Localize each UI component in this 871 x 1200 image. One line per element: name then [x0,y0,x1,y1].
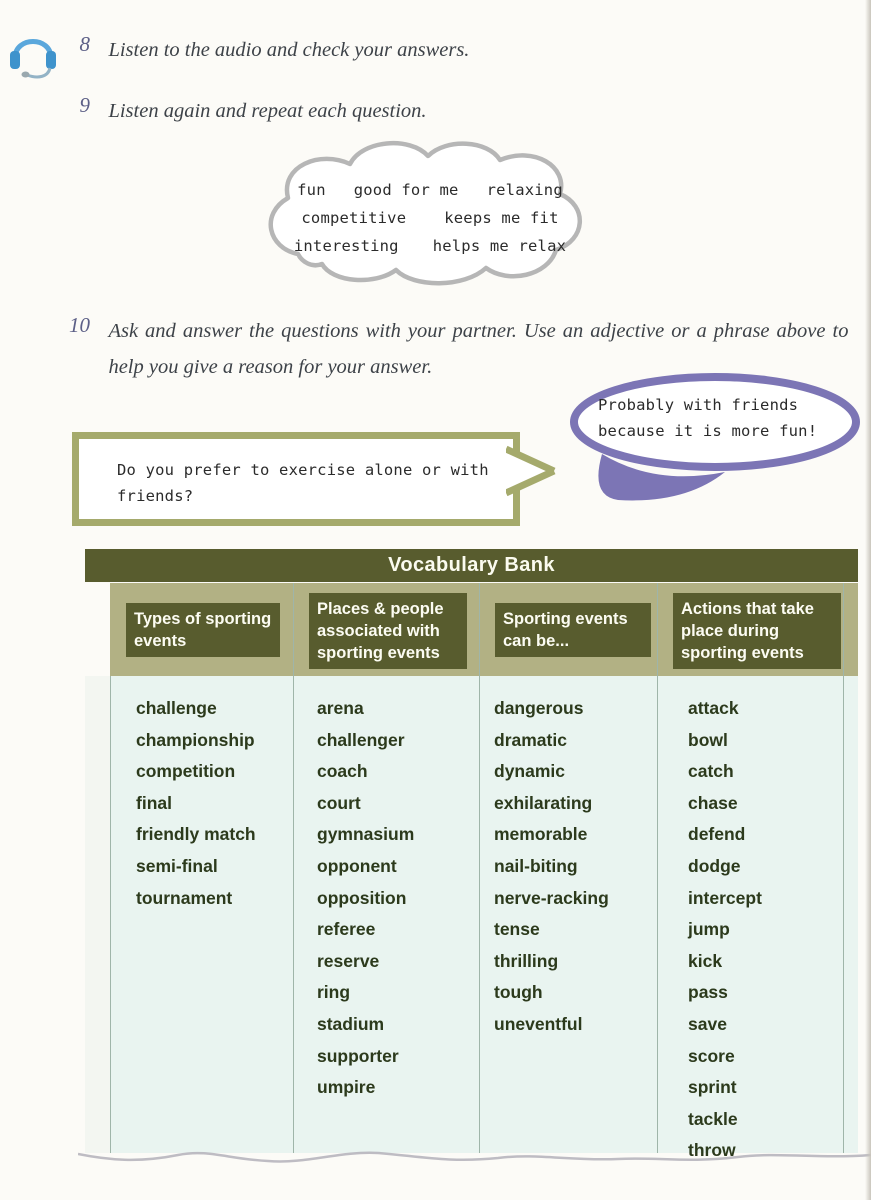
exercise-number: 9 [79,93,90,117]
cloud-word: helps me relax [432,237,567,255]
column-divider [843,583,844,1153]
word-list-places-people [317,693,414,1104]
vocab-word: memorable [494,824,588,845]
cloud-line-2 [278,209,582,227]
vocab-word: nail-biting [494,855,578,876]
vocab-word: kick [688,950,723,971]
vocab-word: final [136,792,172,813]
exercise-8 [58,32,469,68]
exercise-instruction: Listen to the audio and check your answers. [108,39,470,61]
question-speech-box [72,432,520,526]
headphones-icon [8,26,58,82]
vocab-word: tense [494,919,540,940]
vocab-word: dodge [688,855,741,876]
page-scan-edge [865,0,871,1200]
vocab-word: bowl [688,729,728,750]
answer-text: Probably with friends because it is more fun! [598,396,818,440]
vocab-word: friendly match [136,824,256,845]
exercise-number: 10 [69,313,90,337]
word-list-types [136,693,256,914]
vocab-word: challenger [317,729,405,750]
exercise-instruction: Ask and answer the questions with your partner. Use an adjective or a phrase above to help you give a reason for your answer. [108,320,849,378]
vocab-word: ring [317,982,351,1003]
vocab-word: chase [688,792,738,813]
vocab-word: opponent [317,855,397,876]
vocab-word: save [688,1013,727,1034]
vocab-word: intercept [688,887,762,908]
cloud-word: fun [297,181,326,199]
vocab-word: opposition [317,887,407,908]
vocab-word: coach [317,761,368,782]
vocabulary-bank-title: Vocabulary Bank [85,549,858,582]
vocab-word: catch [688,761,734,782]
question-box-pointer [506,444,564,498]
exercise-9 [58,93,427,129]
vocab-word: tough [494,982,543,1003]
vocab-word: attack [688,698,739,718]
vocab-word: competition [136,761,236,782]
vocabulary-bank [85,549,858,1161]
column-divider [110,676,111,1153]
column-divider [657,583,658,1153]
column-divider [479,583,480,1153]
vocab-word: court [317,792,361,813]
cloud-word: interesting [293,237,399,255]
vocab-word: umpire [317,1077,376,1098]
torn-page-edge [78,1142,871,1172]
question-text: Do you prefer to exercise alone or with friends? [117,461,489,505]
column-header-actions: Actions that take place during sporting events [673,593,841,669]
vocab-word: semi-final [136,855,218,876]
cloud-line-3 [278,237,582,255]
word-list-actions [688,693,762,1167]
cloud-word: good for me [353,181,459,199]
vocab-word: dangerous [494,698,584,718]
vocab-word: tournament [136,887,233,908]
column-divider [293,583,294,1153]
vocab-word: challenge [136,698,217,718]
column-header-types: Types of sporting events [126,603,280,657]
vocab-word: supporter [317,1045,399,1066]
vocab-word: uneventful [494,1013,583,1034]
vocab-word: pass [688,982,728,1003]
vocab-word: throw [688,1140,736,1161]
cloud-line-1 [278,181,582,199]
vocab-word: arena [317,698,364,718]
word-list-can-be [494,693,609,1041]
vocab-word: referee [317,919,376,940]
column-header-can-be: Sporting events can be... [495,603,651,657]
cloud-word: keeps me fit [444,209,559,227]
exercise-number: 8 [79,32,90,56]
cloud-word: competitive [301,209,407,227]
vocab-word: nerve-racking [494,887,609,908]
cloud-word: relaxing [486,181,563,199]
column-header-places-people: Places & people associated with sporting events [309,593,467,669]
vocab-word: reserve [317,950,380,971]
vocab-word: defend [688,824,746,845]
vocabulary-bank-left-gutter [85,676,110,1153]
vocab-word: dynamic [494,761,565,782]
vocab-word: score [688,1045,735,1066]
exercise-instruction: Listen again and repeat each question. [108,100,427,122]
vocab-word: sprint [688,1077,737,1098]
vocab-word: championship [136,729,255,750]
vocab-word: dramatic [494,729,567,750]
vocab-word: tackle [688,1108,738,1129]
vocab-word: thrilling [494,950,559,971]
vocab-word: jump [688,919,730,940]
vocab-word: stadium [317,1013,385,1034]
vocab-word: gymnasium [317,824,415,845]
vocab-word: exhilarating [494,792,593,813]
